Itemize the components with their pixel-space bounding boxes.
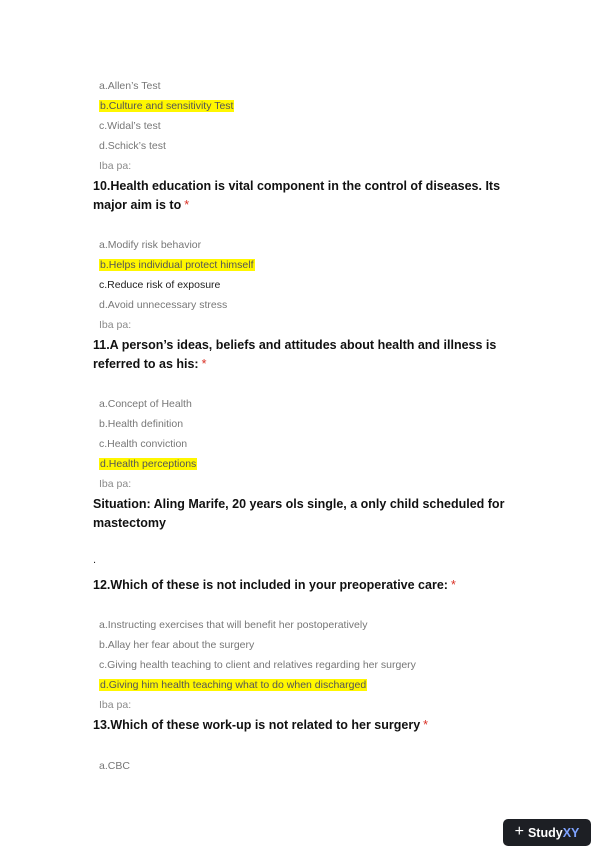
required-asterisk: *	[450, 578, 456, 592]
q11-option-d[interactable]	[99, 457, 197, 471]
q9-option-c[interactable]: c.Widal’s test	[99, 120, 161, 132]
required-asterisk: *	[184, 198, 190, 212]
q12-option-d[interactable]	[99, 678, 367, 692]
question-11-text: 11.A person’s ideas, beliefs and attitudes about health and illness is referred to as his:	[93, 338, 497, 371]
logo-brand: StudyXY	[527, 825, 580, 840]
q11-other-label: Iba pa:	[99, 478, 132, 490]
q11-option-a[interactable]: a.Concept of Health	[99, 398, 192, 410]
q10-option-d[interactable]: d.Avoid unnecessary stress	[99, 299, 228, 311]
q9-other-label: Iba pa:	[99, 160, 132, 172]
question-10	[93, 177, 513, 215]
q12-option-c[interactable]: c.Giving health teaching to client and relatives regarding her surgery	[99, 659, 416, 671]
question-13-text: 13.Which of these work-up is not related to her surgery	[93, 718, 421, 732]
required-asterisk: *	[201, 357, 207, 371]
q11-option-b[interactable]: b.Health definition	[99, 418, 184, 430]
required-asterisk: *	[423, 718, 429, 732]
plus-icon: +	[514, 823, 524, 840]
q12-other-label: Iba pa:	[99, 699, 132, 711]
q13-option-a[interactable]: a.CBC	[99, 760, 130, 772]
q12-option-b[interactable]: b.Allay her fear about the surgery	[99, 639, 255, 651]
situation-heading: Situation: Aling Marife, 20 years ols single, a only child scheduled for mastectomy	[93, 497, 505, 530]
q11-option-c[interactable]: c.Health conviction	[99, 438, 188, 450]
q10-option-c[interactable]: c.Reduce risk of exposure	[99, 279, 221, 291]
highlighted-answer: b.Culture and sensitivity Test	[100, 100, 234, 112]
q9-option-a[interactable]: a.Allen’s Test	[99, 80, 161, 92]
highlighted-answer: d.Health perceptions	[100, 458, 197, 470]
highlighted-answer: d.Giving him health teaching what to do when discharged	[100, 679, 367, 691]
q10-other-label: Iba pa:	[99, 319, 132, 331]
question-11	[93, 336, 513, 374]
q10-option-a[interactable]: a.Modify risk behavior	[99, 239, 202, 251]
studyxy-logo[interactable]	[503, 819, 591, 846]
question-13	[93, 716, 513, 735]
question-12	[93, 576, 513, 595]
question-12-text: 12.Which of these is not included in your preoperative care:	[93, 578, 448, 592]
q9-option-d[interactable]: d.Schick’s test	[99, 140, 166, 152]
question-10-text: 10.Health education is vital component in the control of diseases. Its major aim is to	[93, 179, 501, 212]
q12-option-a[interactable]: a.Instructing exercises that will benefit her postoperatively	[99, 619, 368, 631]
q10-option-b[interactable]	[99, 258, 255, 272]
q9-option-b[interactable]	[99, 99, 234, 113]
highlighted-answer: b.Helps individual protect himself	[100, 259, 254, 271]
separator-dot: .	[93, 554, 97, 566]
